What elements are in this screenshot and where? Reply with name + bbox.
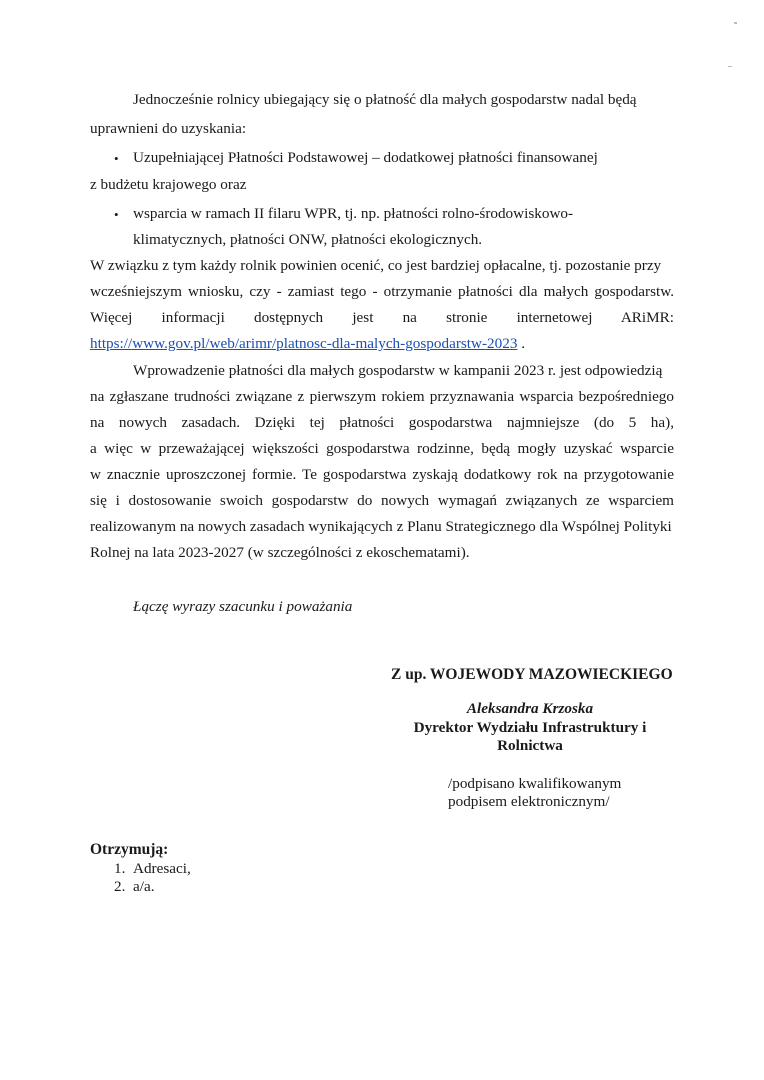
signature-note-line2: podpisem elektronicznym/	[448, 793, 610, 810]
paragraph1-intro-line1: Jednocześnie rolnicy ubiegający się o płatność dla małych gospodarstw nadal będą	[133, 91, 637, 108]
recipients-heading: Otrzymują:	[90, 841, 169, 858]
signature-title-line1: Dyrektor Wydziału Infrastruktury i	[413, 719, 647, 736]
closing-greeting: Łączę wyrazy szacunku i poważania	[133, 598, 353, 615]
scan-speck	[728, 66, 732, 67]
signature-title-line2: Rolnictwa	[497, 737, 563, 754]
paragraph3-line2: na zgłaszane trudności związane z pierwszym rokiem przyznawania wsparcia bezpośredniego	[90, 388, 674, 405]
paragraph2-line1: W związku z tym każdy rolnik powinien ocenić, co jest bardziej opłacalne, tj. pozostanie przy	[90, 257, 662, 274]
recipient-item: a/a.	[133, 878, 155, 895]
paragraph3-line7: realizowanym na nowych zasadach wynikających z Planu Strategicznego dla Wspólnej Polityki	[90, 518, 672, 535]
paragraph1-intro-line2: uprawnieni do uzyskania:	[90, 120, 247, 137]
paragraph3-line1: Wprowadzenie płatności dla małych gospodarstw w kampanii 2023 r. jest odpowiedzią	[133, 362, 663, 379]
scan-speck	[734, 22, 737, 24]
paragraph3-line3: na nowych zasadach. Dzięki tej płatności gospodarstwa najmniejsze (do 5 ha),	[90, 414, 674, 431]
recipient-number: 1.	[114, 860, 126, 877]
bullet2-line2: klimatycznych, płatności ONW, płatności ekologicznych.	[133, 231, 483, 248]
bullet1-line2: z budżetu krajowego oraz	[90, 176, 247, 193]
recipient-item: Adresaci,	[133, 860, 191, 877]
paragraph2-link-line	[90, 335, 525, 353]
paragraph3-line5: w znacznie uproszczonej formie. Te gospodarstwa zyskają dodatkowy rok na przygotowanie	[90, 466, 674, 483]
signature-note-line1: /podpisano kwalifikowanym	[448, 775, 622, 792]
bullet1-line1: Uzupełniającej Płatności Podstawowej – dodatkowej płatności finansowanej	[133, 149, 598, 166]
bullet-icon: •	[114, 151, 119, 166]
bullet-icon: •	[114, 207, 119, 222]
paragraph3-line8: Rolnej na lata 2023-2027 (w szczególności z ekoschematami).	[90, 544, 470, 561]
arimr-link[interactable]: https://www.gov.pl/web/arimr/platnosc-dla-malych-gospodarstw-2023	[90, 335, 518, 352]
paragraph3-line6: się i dostosowanie swoich gospodarstw do nowych wymagań związanych ze wsparciem	[90, 492, 674, 509]
signature-name: Aleksandra Krzoska	[466, 700, 594, 717]
paragraph3-line4: a więc w przeważającej większości gospodarstwa rodzinne, będą mogły uzyskać wsparcie	[90, 440, 674, 457]
paragraph2-line2: wcześniejszym wniosku, czy - zamiast tego - otrzymanie płatności dla małych gospodarstw.	[90, 283, 674, 300]
link-suffix: .	[517, 335, 526, 352]
recipient-number: 2.	[114, 878, 126, 895]
signature-authority: Z up. WOJEWODY MAZOWIECKIEGO	[391, 666, 673, 683]
bullet2-line1: wsparcia w ramach II filaru WPR, tj. np. płatności rolno-środowiskowo-	[133, 205, 574, 222]
paragraph2-line3: Więcej informacji dostępnych jest na stronie internetowej ARiMR:	[90, 309, 674, 326]
